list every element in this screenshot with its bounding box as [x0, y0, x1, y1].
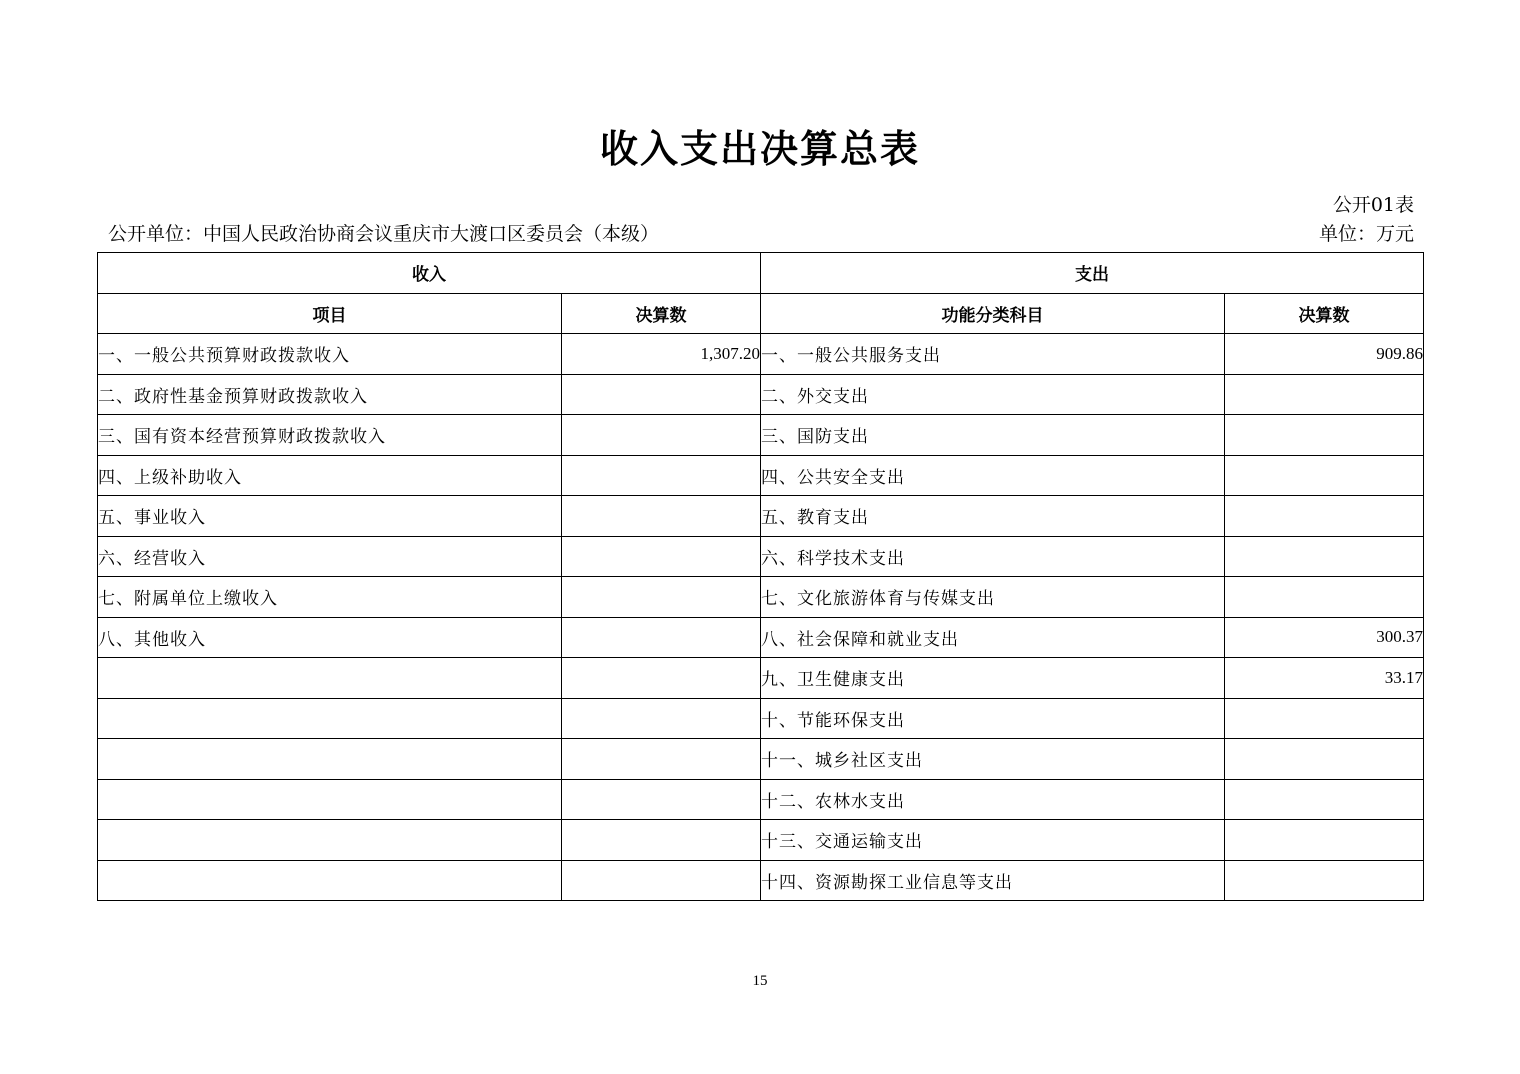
expense-amount-cell — [1225, 455, 1424, 496]
reporting-unit: 公开单位：中国人民政治协商会议重庆市大渡口区委员会（本级） — [108, 223, 660, 245]
income-item-cell: 五、事业收入 — [98, 496, 562, 537]
income-item-cell — [98, 820, 562, 861]
income-item-cell: 二、政府性基金预算财政拨款收入 — [98, 374, 562, 415]
table-row — [98, 496, 1424, 537]
expense-amount-cell — [1225, 739, 1424, 780]
expense-amount-cell — [1225, 698, 1424, 739]
expense-amount-cell — [1225, 820, 1424, 861]
table-row — [98, 455, 1424, 496]
income-amount-cell — [562, 779, 761, 820]
expense-amount-cell: 33.17 — [1225, 658, 1424, 699]
expense-item-cell: 三、国防支出 — [761, 415, 1225, 456]
income-item-cell — [98, 860, 562, 901]
income-amount-cell — [562, 617, 761, 658]
income-item-cell — [98, 698, 562, 739]
expense-amount-cell — [1225, 496, 1424, 537]
table-row — [98, 739, 1424, 780]
table-row — [98, 415, 1424, 456]
table-row — [98, 617, 1424, 658]
income-item-cell: 一、一般公共预算财政拨款收入 — [98, 334, 562, 375]
table-row — [98, 820, 1424, 861]
expense-item-cell: 十四、资源勘探工业信息等支出 — [761, 860, 1225, 901]
income-amount-cell — [562, 496, 761, 537]
expense-amount-cell — [1225, 536, 1424, 577]
expense-item-cell: 十三、交通运输支出 — [761, 820, 1225, 861]
income-item-cell: 八、其他收入 — [98, 617, 562, 658]
table-row — [98, 577, 1424, 618]
income-item-cell — [98, 779, 562, 820]
income-item-header: 项目 — [98, 293, 562, 334]
table-row — [98, 658, 1424, 699]
income-amount-cell — [562, 415, 761, 456]
income-amount-cell — [562, 577, 761, 618]
page-title: 收入支出决算总表 — [599, 127, 920, 171]
income-item-cell: 六、经营收入 — [98, 536, 562, 577]
table-row — [98, 779, 1424, 820]
expense-amount-cell: 909.86 — [1225, 334, 1424, 375]
expense-item-cell: 九、卫生健康支出 — [761, 658, 1225, 699]
function-category-header: 功能分类科目 — [761, 293, 1225, 334]
expense-amount-cell — [1225, 779, 1424, 820]
income-amount-cell: 1,307.20 — [562, 334, 761, 375]
income-item-cell: 七、附属单位上缴收入 — [98, 577, 562, 618]
expense-item-cell: 七、文化旅游体育与传媒支出 — [761, 577, 1225, 618]
expense-item-cell: 四、公共安全支出 — [761, 455, 1225, 496]
income-amount-cell — [562, 455, 761, 496]
income-amount-cell — [562, 658, 761, 699]
income-item-cell — [98, 739, 562, 780]
expense-item-cell: 五、教育支出 — [761, 496, 1225, 537]
expense-amount-cell — [1225, 577, 1424, 618]
expense-item-cell: 十一、城乡社区支出 — [761, 739, 1225, 780]
table-id: 公开01表 — [1332, 194, 1414, 216]
income-item-cell — [98, 658, 562, 699]
income-amount-header: 决算数 — [562, 293, 761, 334]
income-section-header: 收入 — [98, 253, 761, 294]
table-body — [98, 334, 1424, 901]
expense-item-cell: 一、一般公共服务支出 — [761, 334, 1225, 375]
income-item-cell: 四、上级补助收入 — [98, 455, 562, 496]
income-amount-cell — [562, 698, 761, 739]
income-item-cell: 三、国有资本经营预算财政拨款收入 — [98, 415, 562, 456]
expense-item-cell: 十、节能环保支出 — [761, 698, 1225, 739]
income-amount-cell — [562, 820, 761, 861]
expense-item-cell: 六、科学技术支出 — [761, 536, 1225, 577]
table-row — [98, 536, 1424, 577]
page-number: 15 — [752, 973, 768, 989]
expense-amount-cell — [1225, 374, 1424, 415]
header-row-sections — [98, 253, 1424, 294]
expense-amount-cell — [1225, 415, 1424, 456]
expense-item-cell: 八、社会保障和就业支出 — [761, 617, 1225, 658]
expense-section-header: 支出 — [761, 253, 1424, 294]
table-row — [98, 374, 1424, 415]
expense-amount-cell: 300.37 — [1225, 617, 1424, 658]
income-amount-cell — [562, 374, 761, 415]
currency-unit: 单位：万元 — [1318, 223, 1414, 245]
table-row — [98, 860, 1424, 901]
income-amount-cell — [562, 739, 761, 780]
table-row — [98, 698, 1424, 739]
income-amount-cell — [562, 860, 761, 901]
expense-item-cell: 二、外交支出 — [761, 374, 1225, 415]
table-row — [98, 334, 1424, 375]
expense-item-cell: 十二、农林水支出 — [761, 779, 1225, 820]
expense-amount-header: 决算数 — [1225, 293, 1424, 334]
income-amount-cell — [562, 536, 761, 577]
header-row-columns — [98, 293, 1424, 334]
budget-summary-table — [97, 252, 1424, 901]
expense-amount-cell — [1225, 860, 1424, 901]
